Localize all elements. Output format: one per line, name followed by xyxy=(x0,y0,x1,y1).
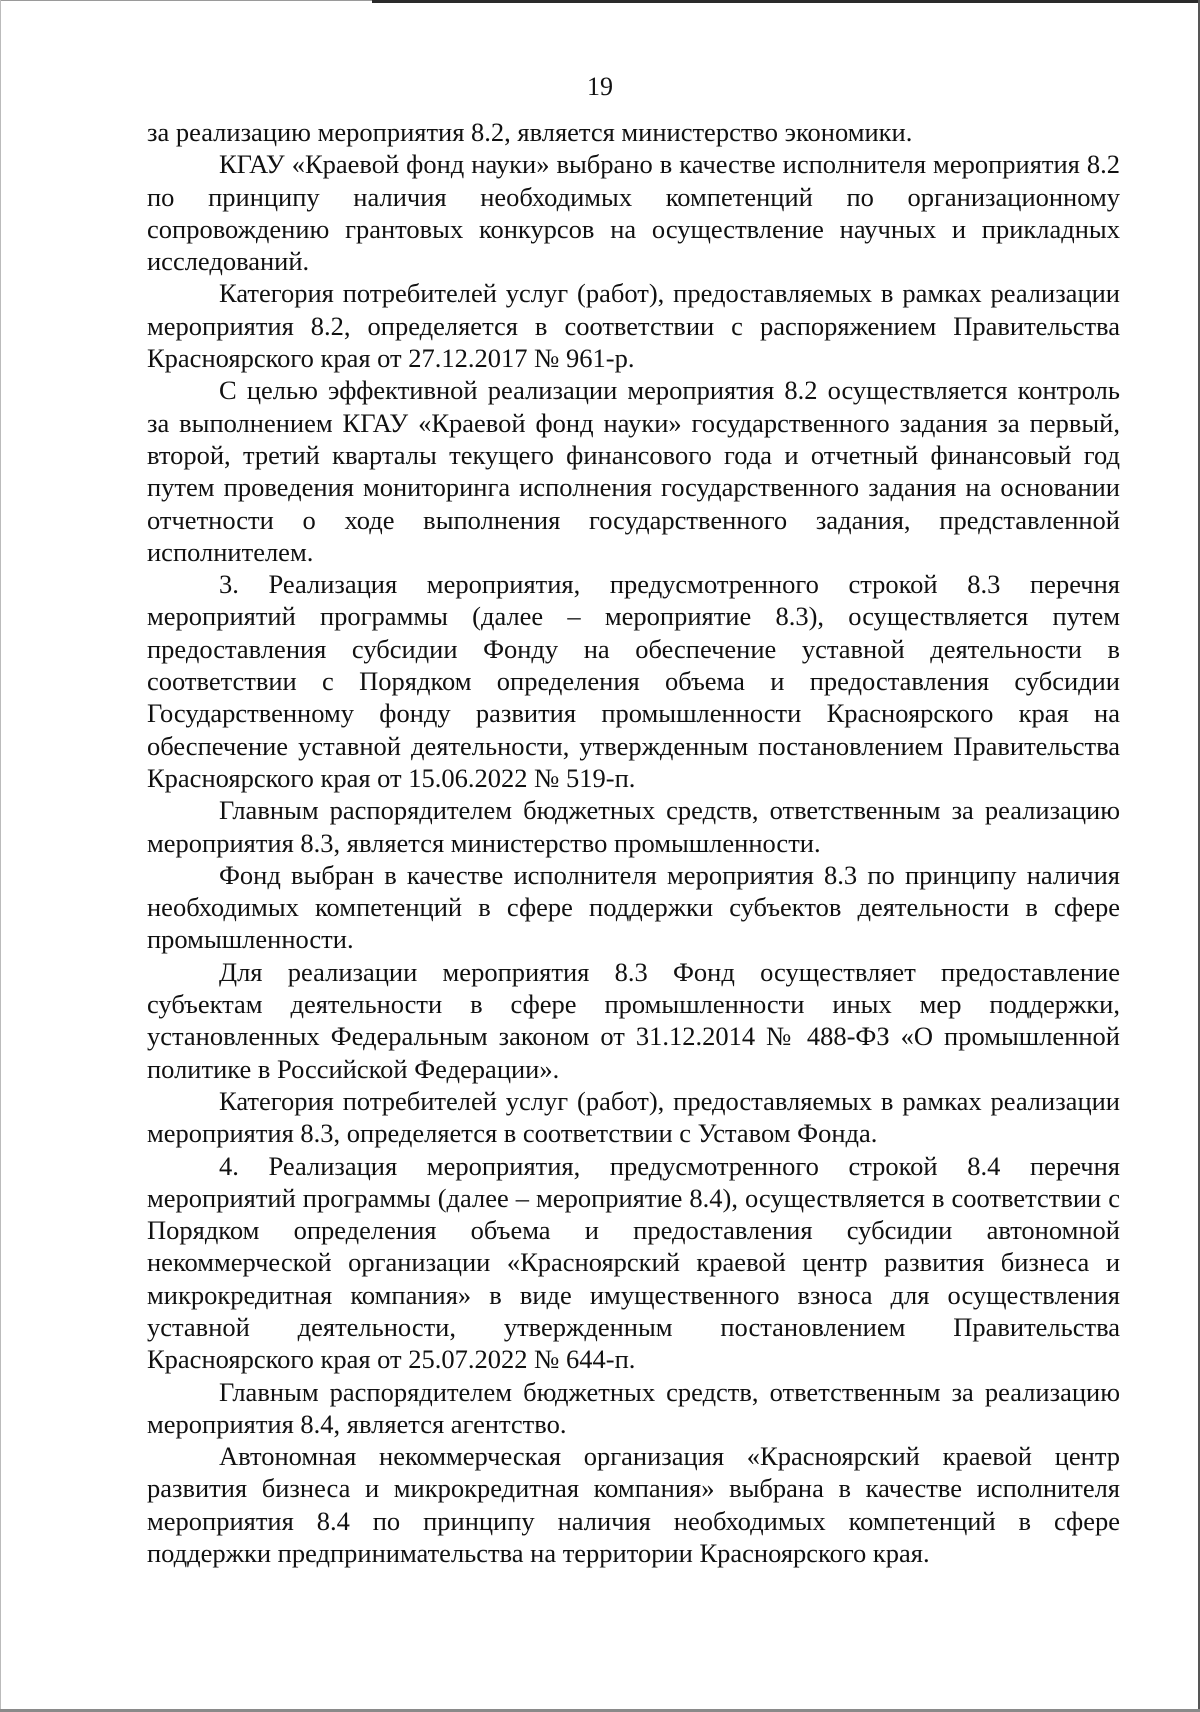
page-number: 19 xyxy=(587,72,613,101)
paragraph-ano-executor: Автономная некоммерческая организация «Красноярский краевой центр развития бизнеса и микрокредитная компания» выбрана в качестве исполнителя мероприятия 8.4 по принципу наличия необходимых компетенций в сфере поддержки предпринимательства на территории Красноярского края. xyxy=(147,1441,1120,1569)
scan-edge-top-left xyxy=(0,0,372,1)
scan-edge-top xyxy=(372,0,1200,3)
scan-edge-left xyxy=(0,0,1,1712)
document-body xyxy=(147,116,1120,1569)
paragraph-item-4: 4. Реализация мероприятия, предусмотренного строкой 8.4 перечня мероприятий программы (далее – мероприятие 8.4), осуществляется в соответствии с Порядком определения объема и предоставления субсидии автономной некоммерческой организации «Красноярский краевой центр развития бизнеса и микрокредитная компания» в виде имущественного взноса для осуществления уставной деятельности, утвержденным постановлением Правительства Красноярского края от 25.07.2022 № 644-п. xyxy=(147,1150,1120,1375)
paragraph-support-measures: Для реализации мероприятия 8.3 Фонд осуществляет предоставление субъектам деятельности в сфере промышленности иных мер поддержки, установленных Федеральным законом от 31.12.2014 № 488-ФЗ «О промышленной политике в Российской Федерации». xyxy=(147,956,1120,1084)
paragraph-distributor-8-3: Главным распорядителем бюджетных средств, ответственным за реализацию мероприятия 8.3, является министерство промышленности. xyxy=(147,795,1120,858)
paragraph-fund-executor: Фонд выбран в качестве исполнителя мероприятия 8.3 по принципу наличия необходимых компетенций в сфере поддержки субъектов деятельности в сфере промышленности. xyxy=(147,859,1120,955)
paragraph-item-3: 3. Реализация мероприятия, предусмотренного строкой 8.3 перечня мероприятий программы (далее – мероприятие 8.3), осуществляется путем предоставления субсидии Фонду на обеспечение уставной деятельности в соответствии с Порядком определения объема и предоставления субсидии Государственному фонду развития промышленности Красноярского края на обеспечение уставной деятельности, утвержденным постановлением Правительства Красноярского края от 15.06.2022 № 519-п. xyxy=(147,569,1120,793)
paragraph-consumers-8-3: Категория потребителей услуг (работ), предоставляемых в рамках реализации мероприятия 8.3, определяется в соответствии с Уставом Фонда. xyxy=(147,1085,1120,1149)
paragraph-continuation: за реализацию мероприятия 8.2, является министерство экономики. xyxy=(147,117,913,147)
paragraph-control-8-2: С целью эффективной реализации мероприятия 8.2 осуществляется контроль за выполнением КГАУ «Краевой фонд науки» государственного задания за первый, второй, третий кварталы текущего финансового года и отчетный финансовый год путем проведения мониторинга исполнения государственного задания на основании отчетности о ходе выполнения государственного задания, представленной исполнителем. xyxy=(147,375,1120,567)
paragraph-kgau-executor: КГАУ «Краевой фонд науки» выбрано в качестве исполнителя мероприятия 8.2 по принципу наличия необходимых компетенций по организационному сопровождению грантовых конкурсов на осуществление научных и прикладных исследований. xyxy=(147,149,1120,277)
paragraph-consumers-8-2: Категория потребителей услуг (работ), предоставляемых в рамках реализации мероприятия 8.2, определяется в соответствии с распоряжением Правительства Красноярского края от 27.12.2017 № 961-р. xyxy=(147,278,1120,374)
paragraph-distributor-8-4: Главным распорядителем бюджетных средств, ответственным за реализацию мероприятия 8.4, является агентство. xyxy=(147,1376,1120,1439)
